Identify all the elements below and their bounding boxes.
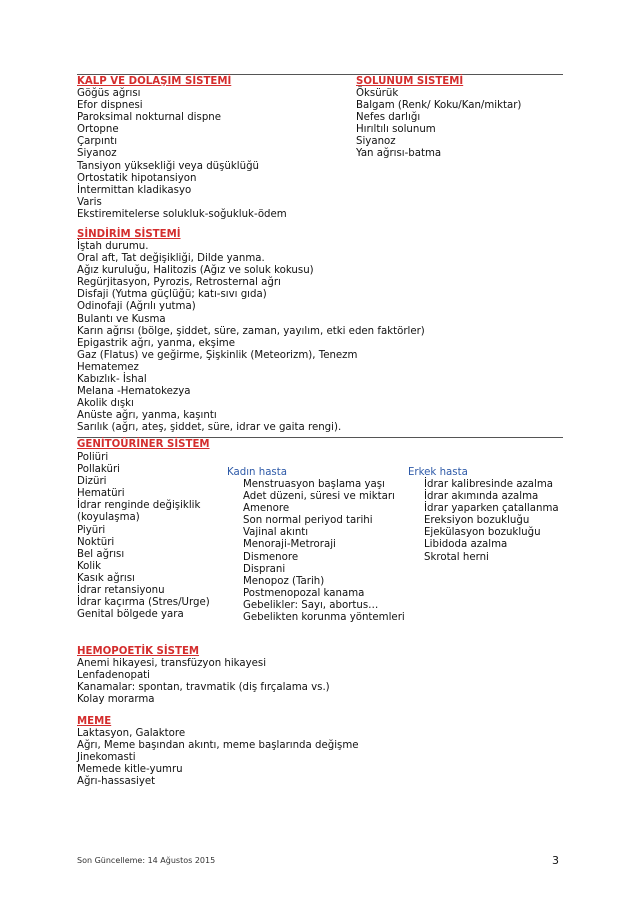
list-item: Piyüri [77, 524, 106, 536]
list-item: Siyanoz [77, 148, 117, 160]
list-item: (koyulaşma) [77, 512, 140, 524]
list-item: Son normal periyod tarihi [243, 515, 373, 527]
list-item: Varis [77, 196, 102, 208]
cardio-list [77, 88, 287, 221]
list-item: İdrar renginde değişiklik [77, 500, 201, 512]
list-item: Siyanoz [356, 136, 396, 148]
page-number: 3 [552, 854, 559, 867]
male-patient-heading: Erkek hasta [408, 467, 468, 478]
list-item: Karın ağrısı (bölge, şiddet, süre, zaman, yayılım, etki eden faktörler) [77, 325, 425, 337]
list-item: Öksürük [356, 88, 399, 99]
genitourinary-heading: GENİTOÜRİNER SİSTEM [77, 439, 210, 450]
list-item: Regürjitasyon, Pyrozis, Retrosternal ağrı [77, 277, 281, 289]
list-item: Poliüri [77, 452, 109, 463]
list-item: Noktüri [77, 536, 115, 548]
list-item: Ereksiyon bozukluğu [424, 515, 530, 527]
genitourinary-list [77, 452, 210, 621]
list-item: Pollaküri [77, 464, 120, 476]
male-patient-list [424, 479, 559, 564]
list-item: Memede kitle-yumru [77, 764, 183, 776]
list-item: Ejekülasyon bozukluğu [424, 527, 541, 539]
list-item: Hırıltılı solunum [356, 124, 436, 136]
list-item: Skrotal herni [424, 551, 489, 563]
list-item: Balgam (Renk/ Koku/Kan/miktar) [356, 100, 522, 112]
list-item: Anemi hikayesi, transfüzyon hikayesi [77, 658, 267, 669]
list-item: Jinekomasti [77, 752, 136, 764]
list-item: Hematemez [77, 361, 139, 373]
list-item: İştah durumu. [77, 241, 149, 252]
list-item: Sarılık (ağrı, ateş, şiddet, süre, idrar ve gaita rengi). [77, 422, 342, 434]
section-divider-genitourinary [77, 437, 563, 438]
list-item: Hematüri [77, 488, 125, 500]
list-item: Disprani [243, 563, 286, 575]
list-item: Dismenore [243, 551, 299, 563]
list-item: Gaz (Flatus) ve geğirme, Şişkinlik (Meteorizm), Tenezm [77, 349, 358, 361]
list-item: Nefes darlığı [356, 112, 421, 124]
list-item: Kolay morarma [77, 694, 155, 706]
list-item: Odinofaji (Ağrılı yutma) [77, 301, 196, 313]
list-item: Lenfadenopati [77, 670, 151, 682]
list-item: Göğüs ağrısı [77, 88, 141, 99]
respiratory-list [356, 88, 521, 161]
respiratory-heading: SOLUNUM SİSTEMİ [356, 76, 464, 87]
list-item: Kasık ağrısı [77, 572, 135, 584]
list-item: Çarpıntı [77, 136, 118, 148]
hemopoetic-heading: HEMOPOETİK SİSTEM [77, 646, 200, 657]
list-item: Ağrı-hassasiyet [77, 776, 156, 788]
list-item: Tansiyon yüksekliği veya düşüklüğü [77, 160, 259, 172]
list-item: İdrar kalibresinde azalma [424, 479, 554, 490]
female-patient-list [243, 479, 405, 624]
list-item: Bel ağrısı [77, 548, 125, 560]
list-item: Libidoda azalma [424, 539, 508, 551]
list-item: Vajinal akıntı [243, 527, 309, 539]
female-patient-heading: Kadın hasta [227, 467, 287, 478]
list-item: Paroksimal nokturnal dispne [77, 112, 222, 124]
list-item: İntermittan kladikasyo [77, 184, 192, 196]
list-item: Gebelikler: Sayı, abortus… [243, 599, 379, 611]
list-item: Dizüri [77, 476, 107, 488]
list-item: Gebelikten korunma yöntemleri [243, 612, 405, 624]
list-item: Kanamalar: spontan, travmatik (diş fırçalama vs.) [77, 682, 330, 694]
breast-heading: MEME [77, 716, 112, 727]
list-item: Oral aft, Tat değişikliği, Dilde yanma. [77, 253, 265, 265]
list-item: Kabızlık- İshal [77, 374, 147, 386]
list-item: Menoraji-Metroraji [243, 539, 336, 551]
hemopoetic-list [77, 658, 330, 706]
list-item: Amenore [243, 503, 290, 515]
list-item: Bulantı ve Kusma [77, 313, 166, 325]
list-item: Genital bölgede yara [77, 609, 184, 621]
list-item: İdrar yaparken çatallanma [424, 503, 559, 515]
list-item: Disfaji (Yutma güçlüğü; katı-sıvı gıda) [77, 289, 267, 301]
list-item: İdrar retansiyonu [77, 585, 165, 597]
list-item: Ağrı, Meme başından akıntı, meme başlarında değişme [77, 740, 359, 752]
list-item: İdrar kaçırma (Stres/Urge) [77, 597, 210, 609]
list-item: Epigastrik ağrı, yanma, ekşime [77, 337, 235, 349]
list-item: Ağız kuruluğu, Halitozis (Ağız ve soluk kokusu) [77, 265, 314, 277]
list-item: Kolik [77, 560, 101, 572]
breast-list [77, 728, 359, 788]
digestive-heading: SİNDİRİM SİSTEMİ [77, 229, 181, 240]
list-item: Melana -Hematokezya [77, 386, 191, 398]
list-item: Yan ağrısı-batma [356, 148, 442, 160]
list-item: Menopoz (Tarih) [243, 575, 325, 587]
list-item: Efor dispnesi [77, 100, 143, 112]
list-item: Anüste ağrı, yanma, kaşıntı [77, 410, 217, 422]
list-item: Akolik dışkı [77, 398, 134, 410]
cardio-heading: KALP VE DOLAŞIM SİSTEMİ [77, 76, 232, 87]
footer-updated-date: Son Güncelleme: 14 Ağustos 2015 [77, 856, 216, 865]
list-item: Adet düzeni, süresi ve miktarı [243, 491, 395, 503]
list-item: Postmenopozal kanama [243, 587, 365, 599]
list-item: Laktasyon, Galaktore [77, 728, 186, 739]
list-item: Ortostatik hipotansiyon [77, 172, 197, 184]
list-item: İdrar akımında azalma [424, 491, 539, 503]
section-divider-top [77, 74, 563, 75]
list-item: Ortopne [77, 124, 119, 136]
list-item: Ekstiremitelerse solukluk-soğukluk-ödem [77, 208, 287, 220]
digestive-list [77, 241, 425, 435]
list-item: Menstruasyon başlama yaşı [243, 479, 385, 490]
